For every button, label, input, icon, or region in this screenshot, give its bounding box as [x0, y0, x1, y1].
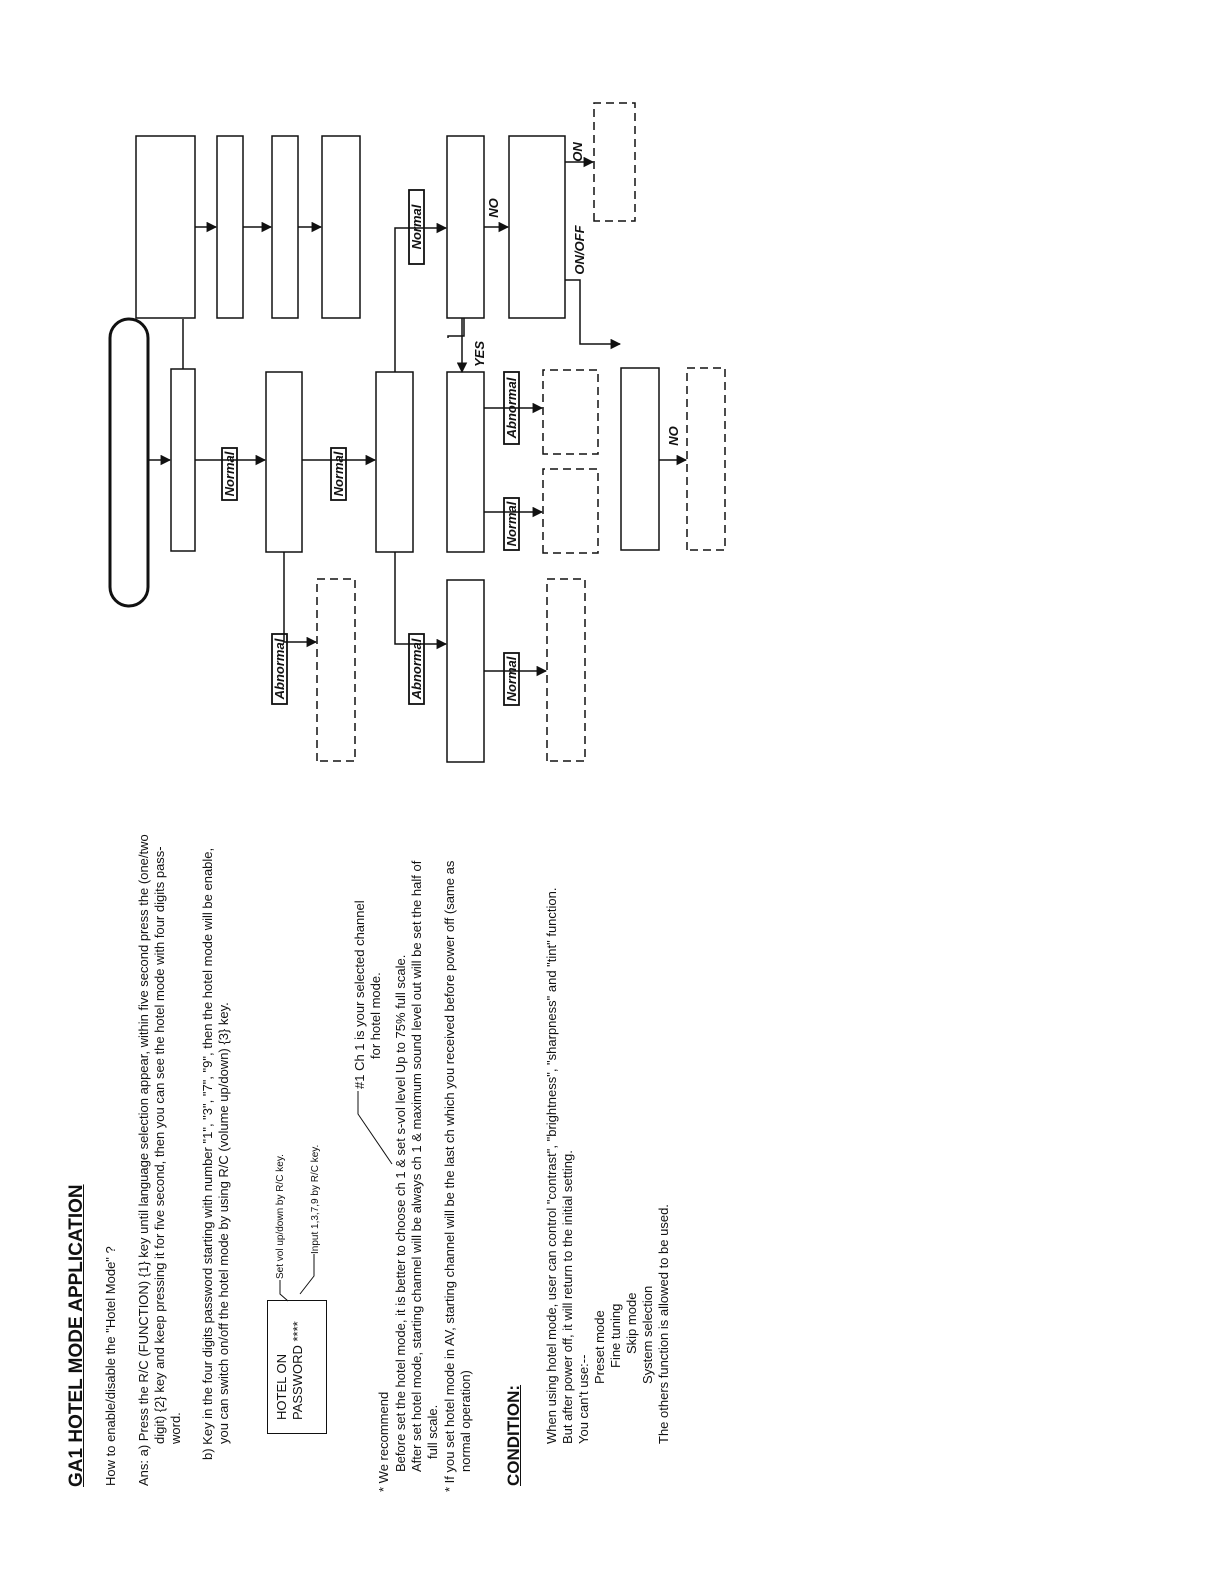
flow-box-top-2: [217, 136, 243, 318]
flow-label-no: NO: [486, 198, 501, 218]
flow-label-normal: Normal: [331, 451, 346, 497]
condition-item: System selection: [640, 1285, 655, 1384]
flow-label-normal: Normal: [504, 656, 519, 702]
flow-box-dashed-f: [687, 368, 725, 550]
flow-box-2: [266, 372, 302, 552]
condition-line3: You can't use:--: [576, 1354, 591, 1444]
condition-line4: The others function is allowed to be used.: [656, 1204, 671, 1444]
flow-label-abnormal: Abnormal: [272, 638, 287, 700]
flow-label-on: ON: [570, 142, 585, 162]
flow-connector: [284, 552, 316, 642]
footnote-line1: #1 Ch 1 is your selected channel: [352, 900, 367, 1089]
flow-start-terminal: [110, 319, 148, 606]
flow-box-dashed-a: [317, 579, 355, 761]
recommend-line5: * If you set hotel mode in AV, starting channel will be the last ch which you received before power off (same as: [442, 860, 457, 1492]
footnote-line2: for hotel mode.: [368, 972, 383, 1059]
flow-label-no: NO: [666, 426, 681, 446]
screen-line1: HOTEL ON: [274, 1354, 289, 1420]
recommend-line2: Before set the hotel mode, it is better to choose ch 1 & set s-vol level Up to 75% full scale.: [393, 954, 408, 1472]
flow-connector: [395, 228, 446, 372]
flow-label-abnormal: Abnormal: [409, 638, 424, 700]
condition-item: Fine tuning: [608, 1303, 623, 1368]
condition-item: Skip mode: [624, 1292, 639, 1354]
recommend-line3: After set hotel mode, starting channel will be always ch 1 & maximum sound level out will be set the half of: [409, 860, 424, 1472]
flow-label-normal: Normal: [222, 451, 237, 497]
flow-box-3: [376, 372, 413, 552]
screen-note1: Set vol up/down by R/C key.: [275, 1154, 286, 1279]
page-title: GA1 HOTEL MODE APPLICATION: [66, 1184, 87, 1487]
flow-box-dashed-c: [543, 469, 598, 553]
footnote-pointer: [358, 1091, 392, 1164]
flow-connector: [565, 280, 620, 344]
flow-box-dashed-e: [594, 103, 635, 221]
answer-a-line2: digit) {2} key and keep pressing it for five second, then you can see the hotel mode with four digits pass-: [152, 846, 167, 1444]
condition-heading: CONDITION:: [504, 1384, 523, 1486]
flow-box-top-1: [136, 136, 195, 318]
flow-label-on-off: ON/OFF: [572, 225, 587, 275]
flow-box-7: [509, 136, 565, 318]
flow-connector: [395, 552, 446, 644]
flow-label-abnormal: Abnormal: [504, 377, 519, 439]
condition-line1: When using hotel mode, user can control "contrast", "brightness", "sharpness" and "tint" function.: [544, 887, 559, 1444]
condition-line2: But after power off, it will return to the initial setting.: [560, 1150, 575, 1444]
flow-box-dashed-b: [547, 579, 585, 761]
note-pointer: [280, 1280, 288, 1301]
flow-label-normal: Normal: [504, 501, 519, 547]
screen-line2: PASSWORD ****: [290, 1321, 305, 1420]
flow-label-normal: Normal: [409, 204, 424, 250]
flow-box-dashed-d: [543, 370, 598, 454]
flow-box-6: [447, 372, 484, 552]
question: How to enable/disable the "Hotel Mode" ?: [103, 1246, 118, 1486]
recommend-line1: * We recommend: [376, 1391, 391, 1492]
screen-note2: Input 1,3,7,9 by R/C key.: [310, 1144, 321, 1254]
answer-b-line2: you can switch on/off the hotel mode by using R/C (volume up/down) {3} key.: [216, 1002, 231, 1444]
flow-box-4: [447, 580, 484, 762]
answer-a-line3: word.: [168, 1412, 183, 1444]
condition-item: Preset mode: [592, 1310, 607, 1384]
recommend-line4: full scale.: [425, 1404, 440, 1459]
note-pointer: [300, 1254, 314, 1294]
answer-b-line1: b) Key in the four digits password starting with number "1", "3", "7", "9", then the hotel mode will be enable,: [200, 847, 215, 1460]
flow-box-1: [171, 369, 195, 551]
answer-a-line1: Ans: a) Press the R/C (FUNCTION) {1} key until language selection appear, within five second press the (one/two: [136, 834, 151, 1486]
flow-label-yes: YES: [472, 340, 487, 368]
flow-box-top-4: [322, 136, 360, 318]
recommend-line6: normal operation): [458, 1370, 473, 1472]
flow-box-8: [621, 368, 659, 550]
flow-box-5: [447, 136, 484, 318]
flow-box-top-3: [272, 136, 298, 318]
